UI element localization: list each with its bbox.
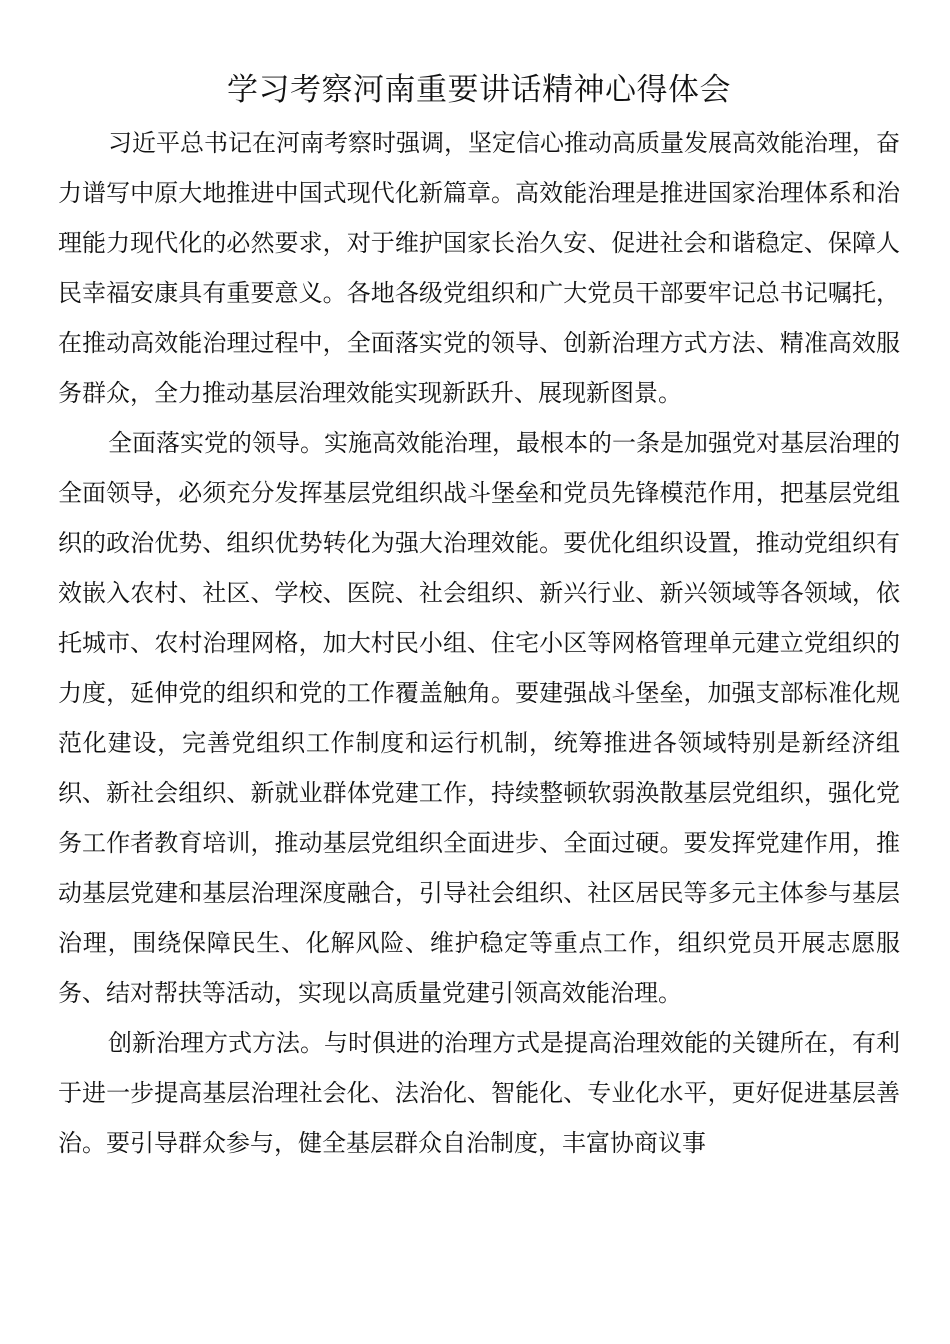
document-title: 学习考察河南重要讲话精神心得体会 <box>227 72 731 108</box>
document-page <box>58 62 900 1168</box>
paragraph-party-leadership: 全面落实党的领导。实施高效能治理，最根本的一条是加强党对基层治理的全面领导，必须充分发挥基层党组织战斗堡垒和党员先锋模范作用，把基层党组织的政治优势、组织优势转化为强大治理效能。要优化组织设置，推动党组织有效嵌入农村、社区、学校、医院、社会组织、新兴行业、新兴领域等各领域，依托城市、农村治理网格，加大村民小组、住宅小区等网格管理单元建立党组织的力度，延伸党的组织和党的工作覆盖触角。要建强战斗堡垒，加强支部标准化规范化建设，完善党组织工作制度和运行机制，统筹推进各领域特别是新经济组织、新社会组织、新就业群体党建工作，持续整顿软弱涣散基层党组织，强化党务工作者教育培训，推动基层党组织全面进步、全面过硬。要发挥党建作用，推动基层党建和基层治理深度融合，引导社会组织、社区居民等多元主体参与基层治理，围绕保障民生、化解风险、维护稳定等重点工作，组织党员开展志愿服务、结对帮扶等活动，实现以高质量党建引领高效能治理。 <box>58 429 900 1007</box>
paragraph-intro: 习近平总书记在河南考察时强调，坚定信心推动高质量发展高效能治理，奋力谱写中原大地推进中国式现代化新篇章。高效能治理是推进国家治理体系和治理能力现代化的必然要求，对于维护国家长治久安、促进社会和谐稳定、保障人民幸福安康具有重要意义。各地各级党组织和广大党员干部要牢记总书记嘱托，在推动高效能治理过程中，全面落实党的领导、创新治理方式方法、精准高效服务群众，全力推动基层治理效能实现新跃升、展现新图景。 <box>58 129 900 407</box>
paragraph-governance-methods: 创新治理方式方法。与时俱进的治理方式是提高治理效能的关键所在，有利于进一步提高基层治理社会化、法治化、智能化、专业化水平，更好促进基层善治。要引导群众参与，健全基层群众自治制度，丰富协商议事 <box>58 1029 900 1157</box>
